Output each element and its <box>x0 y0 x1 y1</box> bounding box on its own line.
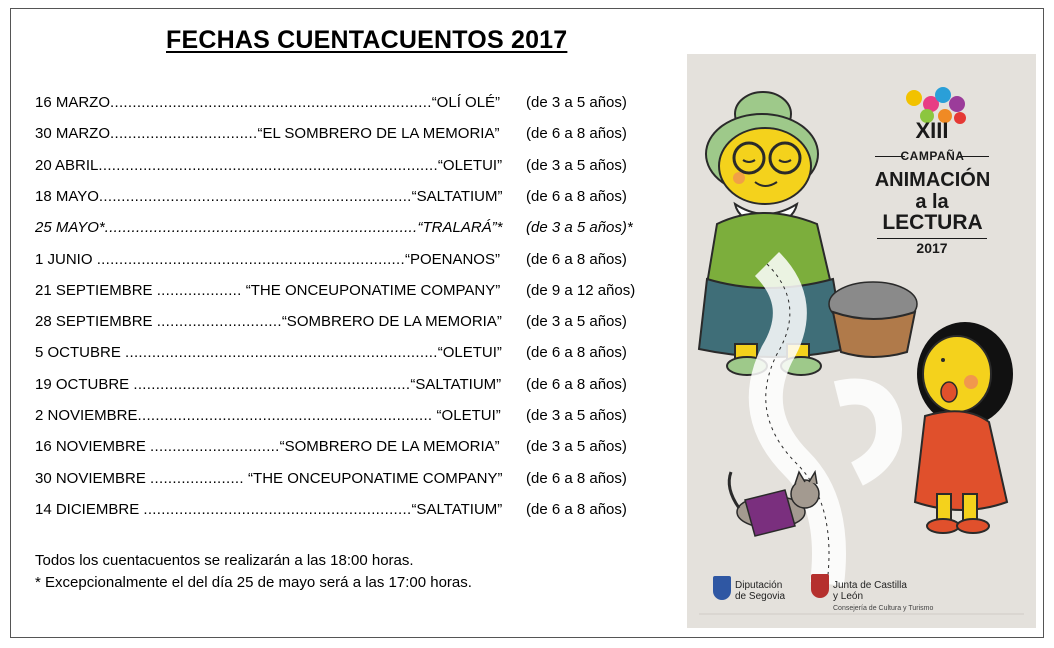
event-entry <box>35 311 503 333</box>
event-date: 20 ABRIL <box>35 156 99 174</box>
note-exception: * Excepcionalmente el del día 25 de mayo será a las 17:00 horas. <box>35 574 472 591</box>
event-entry <box>35 342 503 364</box>
event-show: “OLETUI” <box>437 344 502 362</box>
event-age-range: (de 6 a 8 años) <box>526 500 627 518</box>
dot-leader: ............................. <box>150 438 280 456</box>
event-entry <box>35 186 503 208</box>
event-date: 14 DICIEMBRE <box>35 500 144 518</box>
event-date: 28 SEPTIEMBRE <box>35 313 157 331</box>
event-show: “OLETUI” <box>437 156 503 174</box>
logo-diputacion: Diputación de Segovia <box>735 580 786 602</box>
event-row <box>35 311 635 333</box>
event-show: “EL SOMBRERO DE LA MEMORIA” <box>257 125 500 143</box>
event-row <box>35 249 635 271</box>
dot-leader: ..................... <box>150 469 244 487</box>
event-age-range: (de 6 a 8 años) <box>526 187 627 205</box>
event-row <box>35 217 635 239</box>
event-row <box>35 405 635 427</box>
event-show: “TRALARÁ”* <box>417 219 503 237</box>
event-age-range: (de 3 a 5 años) <box>526 438 627 456</box>
event-show: “SOMBRERO DE LA MEMORIA” <box>279 438 500 456</box>
event-date: 2 NOVIEMBRE <box>35 407 138 424</box>
event-entry <box>35 280 503 302</box>
event-show: “OLÍ OLÉ” <box>431 94 501 111</box>
event-date: 21 SEPTIEMBRE <box>35 281 157 299</box>
poster-title-line2: a la <box>915 191 949 213</box>
event-date: 30 MARZO <box>35 125 111 143</box>
dot-leader: ...................................................................... <box>125 344 438 362</box>
poster-edition-numeral: XIII <box>915 118 949 143</box>
campaign-poster <box>687 54 1036 628</box>
event-show: “OLETUI” <box>432 407 501 424</box>
event-row <box>35 280 635 302</box>
event-show: “SALTATIUM” <box>411 187 503 205</box>
event-age-range: (de 6 a 8 años) <box>526 125 627 143</box>
event-age-range: (de 6 a 8 años) <box>526 375 627 393</box>
event-entry <box>35 405 503 427</box>
event-show: “SALTATIUM” <box>411 500 503 518</box>
event-date: 25 MAYO* <box>35 219 105 237</box>
event-age-range: (de 3 a 5 años)* <box>526 219 633 237</box>
event-age-range: (de 3 a 5 años) <box>526 156 627 174</box>
poster-year: 2017 <box>916 240 948 256</box>
poster-rule-bottom <box>877 238 987 239</box>
event-entry <box>35 155 503 177</box>
event-date: 5 OCTUBRE <box>35 344 126 362</box>
event-entry <box>35 436 503 458</box>
dot-leader: ...................................................................... <box>98 187 412 205</box>
poster-title-line1: ANIMACIÓN <box>874 169 991 191</box>
dot-leader: .............................................................. <box>133 375 411 393</box>
event-entry <box>35 499 503 521</box>
poster-campaign-label: CAMPAÑA <box>900 149 965 163</box>
event-date: 18 MAYO <box>35 187 99 205</box>
event-show: “SOMBRERO DE LA MEMORIA” <box>281 313 502 331</box>
dot-leader: ...................................................................... <box>104 219 418 237</box>
event-show: “POENANOS” <box>404 250 500 268</box>
event-age-range: (de 3 a 5 años) <box>526 407 627 424</box>
event-entry <box>35 249 503 271</box>
event-age-range: (de 6 a 8 años) <box>526 250 627 268</box>
dot-leader: ............................................................ <box>143 500 412 518</box>
event-show: “THE ONCEUPONATIME COMPANY” <box>241 281 501 299</box>
dot-leader: ..................................................................... <box>96 250 405 268</box>
event-entry <box>35 123 503 145</box>
event-row <box>35 342 635 364</box>
event-date: 30 NOVIEMBRE <box>35 469 151 487</box>
junta-shield-icon <box>811 574 829 598</box>
dot-leader: ................................. <box>110 125 258 143</box>
page-title: FECHAS CUENTACUENTOS 2017 <box>166 26 568 54</box>
event-age-range: (de 3 a 5 años) <box>526 94 627 111</box>
poster-title-line3: LECTURA <box>882 211 983 234</box>
logo-junta-subtitle: Consejería de Cultura y Turismo <box>833 605 934 612</box>
event-row <box>35 468 635 490</box>
event-date: 1 JUNIO <box>35 250 97 268</box>
event-row <box>35 123 635 145</box>
dot-leader: ............................ <box>156 313 282 331</box>
event-age-range: (de 9 a 12 años) <box>526 281 636 299</box>
event-age-range: (de 6 a 8 años) <box>526 344 627 362</box>
dot-leader: ................... <box>156 281 242 299</box>
event-row <box>35 155 635 177</box>
event-row <box>35 92 635 114</box>
event-date: 16 MARZO <box>35 94 111 111</box>
event-row <box>35 436 635 458</box>
event-entry <box>35 92 503 114</box>
event-date: 19 OCTUBRE <box>35 375 134 393</box>
event-age-range: (de 6 a 8 años) <box>526 469 627 487</box>
poster-illustration <box>687 54 1036 628</box>
event-entry <box>35 468 503 490</box>
note-schedule: Todos los cuentacuentos se realizarán a las 18:00 horas. <box>35 552 414 569</box>
logo-junta: Junta de Castilla y León <box>833 580 907 602</box>
diputacion-shield-icon <box>713 576 731 600</box>
event-show: “SALTATIUM” <box>410 375 502 393</box>
event-entry <box>35 217 503 239</box>
event-age-range: (de 3 a 5 años) <box>526 313 627 331</box>
event-show: “THE ONCEUPONATIME COMPANY” <box>243 469 503 487</box>
event-row <box>35 186 635 208</box>
dot-leader: ............................................................................ <box>98 156 438 174</box>
event-row <box>35 499 635 521</box>
event-date: 16 NOVIEMBRE <box>35 438 151 456</box>
dot-leader: ........................................................................ <box>110 94 432 111</box>
event-entry <box>35 374 503 396</box>
dot-leader: .................................................................. <box>137 407 433 424</box>
event-row <box>35 374 635 396</box>
